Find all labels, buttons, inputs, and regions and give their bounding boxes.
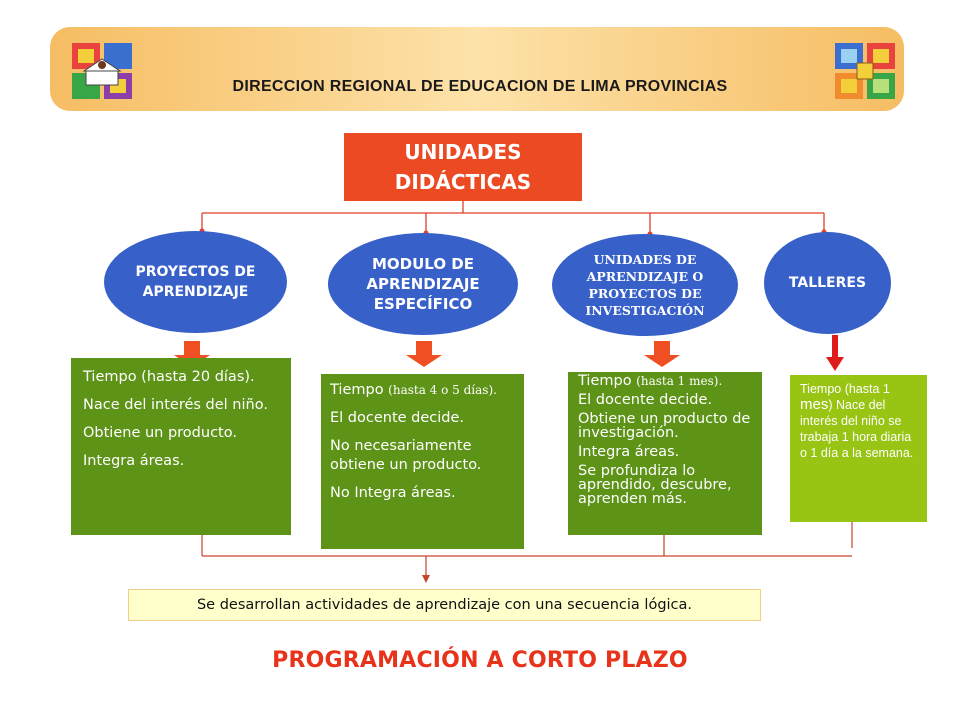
detail-time <box>578 374 752 388</box>
detail-unidades <box>568 372 762 535</box>
detail-item: El docente decide. <box>330 410 465 426</box>
node-label: ESPECÍFICO <box>373 295 473 313</box>
node-label: PROYECTOS DE <box>135 264 256 280</box>
detail-talleres <box>790 375 927 522</box>
time-label: Tiempo <box>578 373 632 389</box>
node-label: INVESTIGACIÓN <box>585 303 705 318</box>
detail-item: Integra áreas. <box>578 444 680 460</box>
detail-proyectos <box>71 358 291 535</box>
detail-item: Integra áreas. <box>83 453 185 469</box>
detail-item: No necesariamente obtiene un producto. <box>330 438 482 473</box>
detail-text: ) Nace del interés del niño se trabaja 1 hora diaria o 1 día a la semana. <box>800 398 914 460</box>
root-node-line1: UNIDADES <box>404 140 522 164</box>
time-label: Tiempo <box>330 382 384 398</box>
node-label: PROYECTOS DE <box>588 286 702 301</box>
detail-text-emphasis: mes <box>800 396 829 413</box>
node-label: APRENDIZAJE <box>142 284 249 300</box>
summary-box <box>128 589 761 621</box>
detail-item: Tiempo (hasta 20 días). <box>83 369 255 385</box>
detail-time <box>330 381 515 400</box>
header-title: DIRECCION REGIONAL DE EDUCACION DE LIMA PROVINCIAS <box>232 78 728 95</box>
detail-text: Tiempo (hasta 1 <box>800 382 890 396</box>
detail-item: Obtiene un producto. <box>83 425 237 441</box>
time-detail: (hasta 4 o 5 días). <box>388 383 497 397</box>
node-label: MODULO DE <box>371 255 474 273</box>
root-node-line2: DIDÁCTICAS <box>394 170 532 194</box>
node-talleres <box>764 232 891 334</box>
detail-item: Nace del interés del niño. <box>83 397 268 413</box>
node-label: UNIDADES DE <box>593 252 697 267</box>
node-label: TALLERES <box>788 275 867 291</box>
node-label: APRENDIZAJE <box>366 275 480 293</box>
footer-title: PROGRAMACIÓN A CORTO PLAZO <box>272 648 688 673</box>
node-proyectos <box>104 231 287 333</box>
node-modulo <box>328 233 518 335</box>
detail-item: Obtiene un producto de investigación. <box>578 411 751 441</box>
detail-item: No Integra áreas. <box>330 485 456 501</box>
detail-item: Se profundiza lo aprendido, descubre, aprenden más. <box>578 463 732 507</box>
node-unidades <box>552 234 738 336</box>
detail-item: El docente decide. <box>578 392 713 408</box>
root-node <box>344 133 582 201</box>
time-detail: (hasta 1 mes). <box>636 374 723 388</box>
node-label: APRENDIZAJE O <box>586 269 704 284</box>
summary-text: Se desarrollan actividades de aprendizaje con una secuencia lógica. <box>196 597 693 613</box>
detail-modulo <box>321 374 524 549</box>
